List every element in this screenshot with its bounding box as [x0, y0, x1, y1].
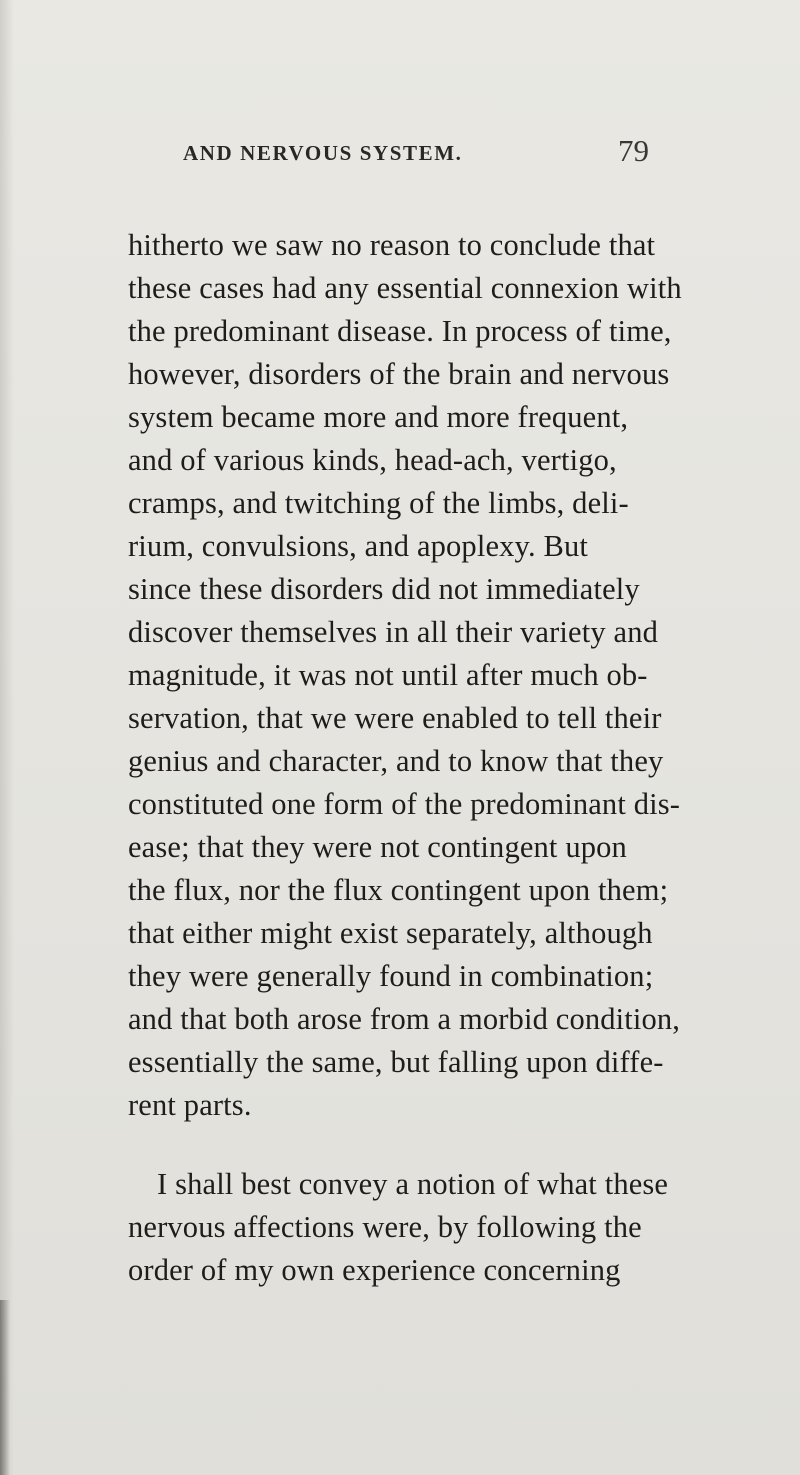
text-line: and of various kinds, head-ach, vertigo,: [128, 443, 617, 477]
text-line: since these disorders did not immediately: [128, 572, 640, 606]
text-line: the predominant disease. In process of time,: [128, 314, 672, 348]
text-line: constituted one form of the predominant dis-: [128, 787, 681, 821]
text-line: these cases had any essential connexion with: [128, 271, 682, 305]
text-line: order of my own experience concerning: [128, 1253, 621, 1287]
text-line: essentially the same, but falling upon diffe-: [128, 1045, 664, 1079]
text-line: that either might exist separately, although: [128, 916, 653, 950]
text-line: discover themselves in all their variety and: [128, 615, 659, 649]
text-line: rium, convulsions, and apoplexy. But: [128, 529, 589, 563]
running-title: AND NERVOUS SYSTEM.: [183, 141, 463, 165]
text-line: cramps, and twitching of the limbs, deli-: [128, 486, 629, 520]
text-line: and that both arose from a morbid condition,: [128, 1002, 681, 1036]
text-line: I shall best convey a notion of what these: [157, 1167, 669, 1201]
text-line: they were generally found in combination;: [128, 959, 654, 993]
text-line: magnitude, it was not until after much ob-: [128, 658, 648, 692]
gutter-shadow: [0, 1300, 10, 1475]
text-line: the flux, nor the flux contingent upon them;: [128, 873, 669, 907]
text-line: however, disorders of the brain and nervous: [128, 357, 670, 391]
text-line: rent parts.: [128, 1088, 252, 1122]
text-line: servation, that we were enabled to tell their: [128, 701, 662, 735]
running-head: [0, 133, 800, 171]
text-line: hitherto we saw no reason to conclude that: [128, 228, 656, 262]
text-line: system became more and more frequent,: [128, 400, 629, 434]
text-line: nervous affections were, by following the: [128, 1210, 642, 1244]
text-line: ease; that they were not contingent upon: [128, 830, 627, 864]
page-number: 79: [618, 133, 649, 168]
text-line: genius and character, and to know that they: [128, 744, 664, 778]
